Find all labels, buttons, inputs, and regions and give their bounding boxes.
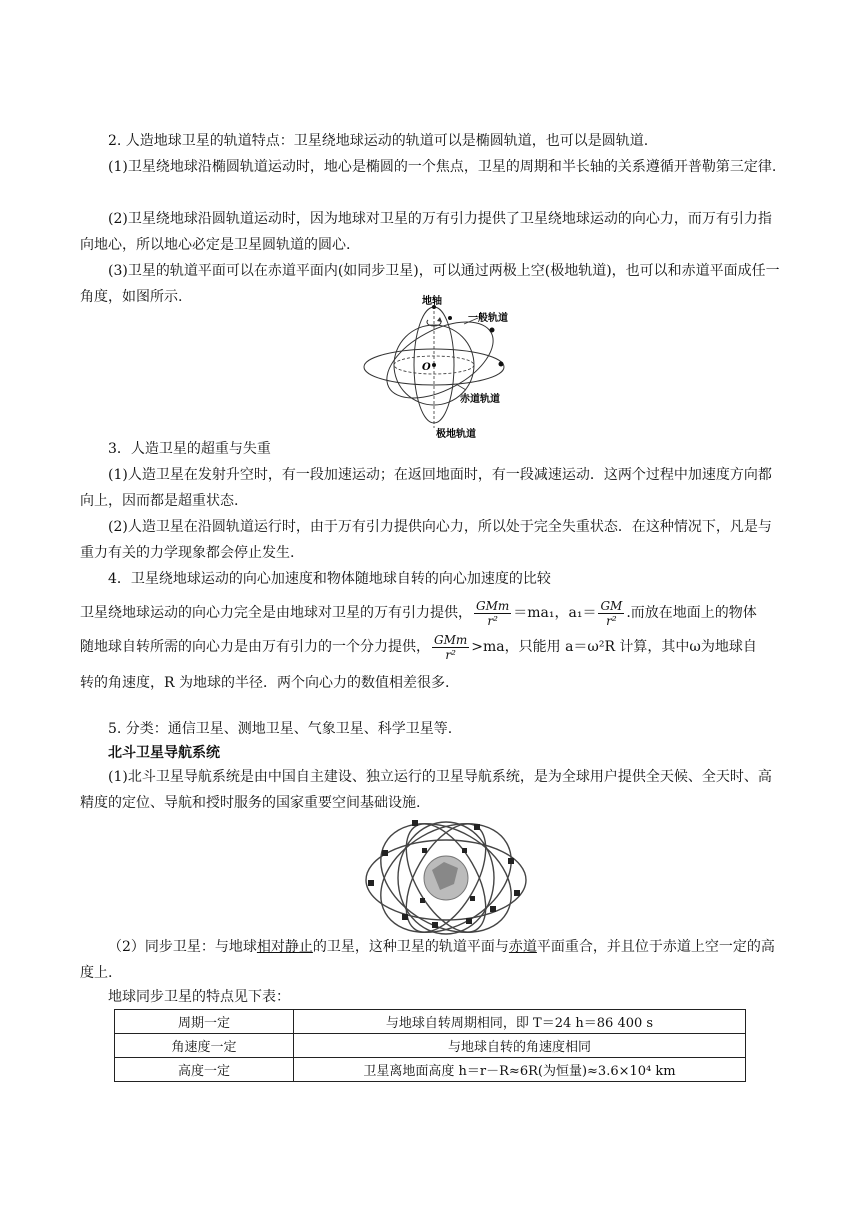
satellite-icon — [382, 850, 388, 856]
table-cell-key: 角速度一定 — [115, 1034, 294, 1058]
section-2-para-3: (3)卫星的轨道平面可以在赤道平面内(如同步卫星)，可以通过两极上空(极地轨道)，也可以和赤道平面成任一角度，如图所示. — [80, 263, 780, 305]
section-4-para-2: 随地球自转所需的向心力是由万有引力的一个分力提供， $\frac{\text{GMm}}{\text{r²}}$ >ma，只能用 a＝ω²R 计算，其中ω为地球自 — [80, 632, 757, 662]
section-4-para-3: 转的角速度，R 为地球的半径．两个向心力的数值相差很多. — [80, 675, 450, 691]
satellite-icon — [420, 898, 425, 903]
sync-satellite-table — [114, 1009, 746, 1082]
satellite-icon — [422, 848, 427, 853]
fraction-gm-r2: $\frac{GM}{\text{r²}}$ — [600, 598, 623, 628]
beidou-title: 北斗卫星导航系统 — [108, 745, 220, 761]
label-general-orbit: 一般轨道 — [468, 313, 508, 324]
label-polar-orbit: 极地轨道 — [436, 429, 476, 440]
underline-equator: 赤道 — [508, 939, 537, 955]
satellite-icon — [462, 848, 467, 853]
table-row — [115, 1010, 746, 1034]
section-3-heading: 3．人造卫星的超重与失重 — [108, 441, 271, 457]
satellite-icon — [466, 918, 472, 924]
satellite-icon — [490, 906, 496, 912]
satellite-icon — [368, 880, 374, 886]
section-5-heading: 5. 分类：通信卫星、测地卫星、气象卫星、科学卫星等. — [108, 721, 453, 737]
label-axis: 地轴 — [422, 296, 442, 307]
orbit-diagram — [360, 292, 520, 440]
fraction-gmm-r2: $\frac{\text{GMm}}{\text{r²}}$ — [476, 598, 510, 628]
satellite-icon — [470, 896, 475, 901]
table-intro: 地球同步卫星的特点见下表： — [108, 989, 290, 1005]
satellite-icon — [514, 890, 520, 896]
satellite-icon — [402, 914, 408, 920]
section-3-para-2: (2)人造卫星在沿圆轨道运行时，由于万有引力提供向心力，所以处于完全失重状态．在这种情况下，凡是与重力有关的力学现象都会停止发生. — [80, 519, 772, 561]
table-row — [115, 1058, 746, 1082]
table-cell-key: 高度一定 — [115, 1058, 294, 1082]
sync-satellite-para: （2）同步卫星：与地球相对静止的卫星，这种卫星的轨道平面与赤道平面重合，并且位于赤道上空一定的高度上. — [80, 939, 775, 981]
satellite-icon — [508, 858, 514, 864]
satellite-dot — [490, 328, 495, 333]
label-center: O — [422, 362, 431, 373]
center-dot — [432, 363, 436, 367]
section-3-para-1: (1)人造卫星在发射升空时，有一段加速运动；在返回地面时，有一段减速运动．这两个过程中加速度方向都向上，因而都是超重状态. — [80, 467, 772, 509]
section-2-heading: 2. 人造地球卫星的轨道特点：卫星绕地球运动的轨道可以是椭圆轨道，也可以是圆轨道. — [108, 133, 649, 149]
section-2-para-2: (2)卫星绕地球沿圆轨道运动时，因为地球对卫星的万有引力提供了卫星绕地球运动的向心力，而万有引力指向地心，所以地心必定是卫星圆轨道的圆心. — [80, 211, 772, 253]
section-2-para-1: (1)卫星绕地球沿椭圆轨道运动时，地心是椭圆的一个焦点，卫星的周期和半长轴的关系遵循开普勒第三定律. — [108, 159, 777, 175]
satellite-icon — [474, 824, 480, 830]
fraction-gmm-r2-b: $\frac{\text{GMm}}{\text{r²}}$ — [434, 632, 468, 662]
section-4-heading: 4．卫星绕地球运动的向心加速度和物体随地球自转的向心加速度的比较 — [108, 571, 551, 587]
satellite-icon — [412, 820, 418, 826]
satellite-dot — [448, 316, 452, 320]
beidou-constellation-diagram — [362, 818, 528, 936]
beidou-para-1: (1)北斗卫星导航系统是由中国自主建设、独立运行的卫星导航系统，是为全球用户提供全天候、全天时、高精度的定位、导航和授时服务的国家重要空间基础设施. — [80, 769, 772, 811]
table-row — [115, 1034, 746, 1058]
underline-relative-rest: 相对静止 — [256, 939, 313, 955]
satellite-icon — [432, 922, 438, 928]
table-cell-value: 与地球自转周期相同，即 T＝24 h＝86 400 s — [294, 1010, 746, 1034]
label-equatorial-orbit: 赤道轨道 — [460, 394, 500, 405]
table-cell-value: 与地球自转的角速度相同 — [294, 1034, 746, 1058]
table-cell-value: 卫星离地面高度 h＝r－R≈6R(为恒量)≈3.6×10⁴ km — [294, 1058, 746, 1082]
section-4-para-1: 卫星绕地球运动的向心力完全是由地球对卫星的万有引力提供， $\frac{\text{GMm}}{\text{r²}}$ ＝ma₁，a₁＝ $\frac{GM}{\text{r²}}$ .而放在地面上的物体 — [80, 598, 757, 628]
table-cell-key: 周期一定 — [115, 1010, 294, 1034]
satellite-dot — [499, 362, 504, 367]
